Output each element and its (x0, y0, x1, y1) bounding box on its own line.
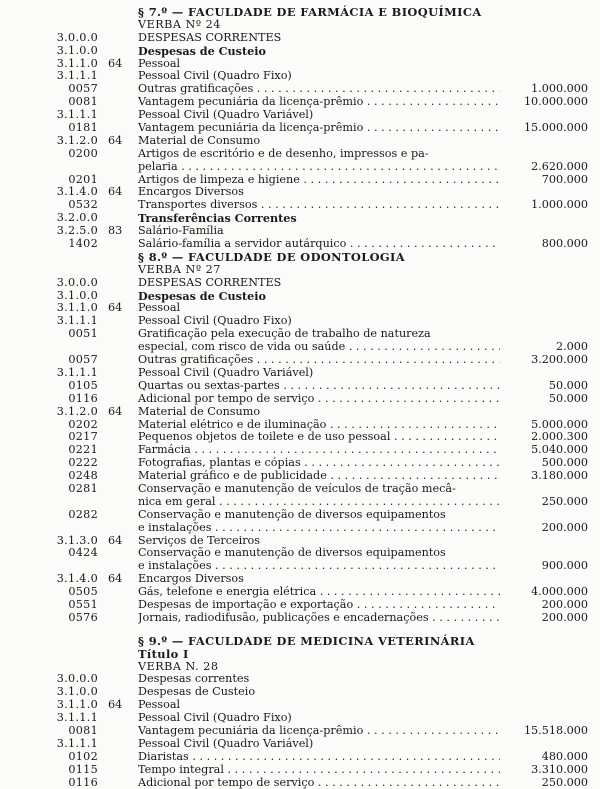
budget-subcode: 83 (108, 224, 123, 238)
budget-description: Farmácia . . . (138, 444, 500, 457)
budget-row (0, 725, 600, 738)
budget-description: pelaria . . . (138, 161, 500, 174)
budget-description: Pessoal Civil (Quadro Fixo) (138, 314, 292, 328)
budget-code: 3.1.0.0 (56, 288, 98, 302)
verba-row (0, 264, 600, 277)
budget-code: 0081 (68, 95, 98, 109)
budget-description: Pessoal Civil (Quadro Variável) (138, 736, 314, 750)
budget-description: Encargos Diversos (138, 185, 244, 199)
budget-code: 0281 (68, 481, 98, 495)
budget-row (0, 354, 600, 367)
budget-row (0, 612, 600, 625)
budget-code: 3.2.5.0 (56, 224, 98, 238)
budget-description: Transportes diversos . . . (138, 199, 500, 212)
budget-description: Conservação e manutenção de diversos equipamentos (138, 546, 446, 560)
budget-row (0, 328, 600, 341)
budget-description: Adicional por tempo de serviço . . . (138, 393, 500, 406)
budget-code: 3.0.0.0 (56, 275, 98, 289)
budget-code: 0116 (68, 391, 98, 405)
budget-code: 3.1.4.0 (56, 572, 98, 586)
budget-code: 0202 (68, 417, 98, 431)
budget-value: 1.000.000 (531, 82, 588, 96)
budget-code: 0248 (68, 469, 98, 483)
budget-code: 1402 (68, 237, 98, 251)
budget-row (0, 751, 600, 764)
budget-description: Outras gratificações . . . (138, 83, 500, 96)
budget-description: Despesas de Custeio (138, 685, 256, 699)
budget-value: 3.310.000 (531, 762, 588, 776)
budget-value: 3.200.000 (531, 353, 588, 367)
budget-description: Despesas correntes (138, 672, 250, 686)
verba-label: VERBA Nº 27 (138, 262, 221, 276)
budget-code: 0217 (68, 430, 98, 444)
budget-description: Conservação e manutenção de diversos equipamentos (138, 507, 446, 521)
budget-description: DESPESAS CORRENTES (138, 275, 282, 289)
budget-row (0, 277, 600, 290)
budget-subcode: 64 (108, 698, 123, 712)
budget-code: 3.1.0.0 (56, 685, 98, 699)
budget-value: 10.000.000 (523, 95, 588, 109)
budget-code: 0105 (68, 378, 98, 392)
budget-description: Pequenos objetos de toilete e de uso pessoal . . . (138, 431, 500, 444)
budget-description: Jornais, radiodifusão, publicações e encadernações . . . (138, 612, 500, 625)
budget-code: 0576 (68, 610, 98, 624)
budget-subcode: 64 (108, 572, 123, 586)
budget-description: Adicional por tempo de serviço . . . (138, 777, 500, 789)
budget-value: 800.000 (541, 237, 588, 251)
budget-description: Encargos Diversos (138, 572, 244, 586)
budget-code: 0532 (68, 198, 98, 212)
budget-description: Pessoal Civil (Quadro Variável) (138, 365, 314, 379)
budget-row (0, 45, 600, 58)
budget-description: nica em geral . . . (138, 496, 500, 509)
budget-value: 480.000 (541, 749, 588, 763)
budget-row (0, 135, 600, 148)
budget-code: 3.1.4.0 (56, 185, 98, 199)
budget-value: 700.000 (541, 172, 588, 186)
budget-value: 5.000.000 (531, 417, 588, 431)
verba-row (0, 19, 600, 32)
budget-code: 3.1.0.0 (56, 43, 98, 57)
budget-row (0, 483, 600, 496)
budget-description: Material de Consumo (138, 133, 261, 147)
budget-description: Pessoal Civil (Quadro Fixo) (138, 711, 292, 725)
budget-code: 3.1.3.0 (56, 533, 98, 547)
budget-subcode: 64 (108, 56, 123, 70)
budget-subcode: 64 (108, 185, 123, 199)
budget-code: 3.0.0.0 (56, 30, 98, 44)
budget-value: 5.040.000 (531, 443, 588, 457)
budget-description: Despesas de Custeio (138, 288, 266, 303)
budget-row (0, 496, 600, 509)
budget-code: 0424 (68, 546, 98, 560)
budget-description: Fotografias, plantas e cópias . . . (138, 457, 500, 470)
budget-description: Outras gratificações . . . (138, 354, 500, 367)
budget-subcode: 64 (108, 404, 123, 418)
budget-row (0, 777, 600, 789)
budget-code: 3.1.1.1 (56, 365, 98, 379)
budget-code: 3.1.1.1 (56, 69, 98, 83)
budget-value: 2.000.300 (531, 430, 588, 444)
budget-value: 250.000 (541, 494, 588, 508)
budget-description: Tempo integral . . . (138, 764, 500, 777)
budget-row (0, 738, 600, 751)
budget-code: 0102 (68, 749, 98, 763)
section-title-row (0, 251, 600, 264)
budget-row (0, 148, 600, 161)
budget-description: Salário-Família (138, 224, 224, 238)
budget-row (0, 380, 600, 393)
budget-description: DESPESAS CORRENTES (138, 30, 282, 44)
budget-description: e instalações . . . (138, 522, 500, 535)
budget-description: Material elétrico e de iluminação . . . (138, 419, 500, 432)
budget-value: 900.000 (541, 559, 588, 573)
budget-value: 1.000.000 (531, 198, 588, 212)
budget-description: e instalações . . . (138, 560, 500, 573)
budget-code: 3.0.0.0 (56, 672, 98, 686)
budget-subcode: 64 (108, 533, 123, 547)
budget-code: 3.1.1.1 (56, 108, 98, 122)
budget-code: 3.1.1.1 (56, 711, 98, 725)
budget-description: Material de Consumo (138, 404, 261, 418)
budget-description: Artigos de limpeza e higiene . . . (138, 174, 500, 187)
budget-description: Salário-família a servidor autárquico . . . (138, 238, 500, 251)
budget-description: Diaristas . . . (138, 751, 500, 764)
budget-description: Material gráfico e de publicidade . . . (138, 470, 500, 483)
budget-code: 0116 (68, 775, 98, 789)
budget-row (0, 393, 600, 406)
budget-value: 200.000 (541, 610, 588, 624)
budget-row (0, 238, 600, 251)
section-title-row (0, 635, 600, 648)
budget-value: 50.000 (548, 378, 588, 392)
budget-code: 0282 (68, 507, 98, 521)
budget-code: 0115 (68, 762, 98, 776)
budget-code: 0057 (68, 353, 98, 367)
budget-description: Despesas de importação e exportação . . . (138, 599, 500, 612)
budget-code: 3.1.1.1 (56, 736, 98, 750)
budget-row (0, 32, 600, 45)
budget-description: Vantagem pecuniária da licença-prêmio . . . (138, 725, 500, 738)
budget-code: 3.1.2.0 (56, 404, 98, 418)
budget-code: 0081 (68, 723, 98, 737)
budget-description: Pessoal (138, 301, 181, 315)
section-subtitle: Título I (138, 646, 189, 661)
budget-row (0, 367, 600, 380)
budget-code: 0221 (68, 443, 98, 457)
budget-value: 250.000 (541, 775, 588, 789)
budget-row (0, 406, 600, 419)
budget-description: Gratificação pela execução de trabalho de natureza (138, 327, 431, 341)
budget-description: Quartas ou sextas-partes . . . (138, 380, 500, 393)
budget-row (0, 509, 600, 522)
budget-description: Pessoal Civil (Quadro Fixo) (138, 69, 292, 83)
budget-description: especial, com risco de vida ou saúde . . . (138, 341, 500, 354)
section-title: § 9.º — FACULDADE DE MEDICINA VETERINÁRIA (138, 633, 475, 648)
budget-value: 15.518.000 (523, 723, 588, 737)
budget-row (0, 764, 600, 777)
budget-row (0, 161, 600, 174)
budget-code: 0551 (68, 597, 98, 611)
budget-code: 3.1.1.1 (56, 314, 98, 328)
budget-description: Pessoal (138, 56, 181, 70)
budget-value: 50.000 (548, 391, 588, 405)
budget-description: Pessoal Civil (Quadro Variável) (138, 108, 314, 122)
budget-code: 3.2.0.0 (56, 211, 98, 225)
budget-value: 15.000.000 (523, 121, 588, 135)
budget-value: 2.000 (555, 340, 588, 354)
budget-row (0, 522, 600, 535)
budget-code: 0200 (68, 146, 98, 160)
section-title: § 8.º — FACULDADE DE ODONTOLOGIA (138, 249, 406, 264)
budget-value: 200.000 (541, 597, 588, 611)
budget-code: 3.1.1.0 (56, 56, 98, 70)
budget-code: 3.1.2.0 (56, 133, 98, 147)
budget-description: Vantagem pecuniária da licença-prêmio . . . (138, 96, 500, 109)
section-title-row (0, 6, 600, 19)
budget-description: Conservação e manutenção de veículos de tração mecâ- (138, 481, 456, 495)
budget-description: Artigos de escritório e de desenho, impressos e pa- (138, 146, 429, 160)
budget-description: Pessoal (138, 698, 181, 712)
section-title: § 7.º — FACULDADE DE FARMÁCIA E BIOQUÍMICA (138, 5, 482, 19)
budget-code: 0505 (68, 585, 98, 599)
budget-value: 2.620.000 (531, 159, 588, 173)
budget-code: 0201 (68, 172, 98, 186)
budget-description: Transferências Correntes (138, 211, 297, 226)
budget-row (0, 122, 600, 135)
verba-label: VERBA N. 28 (138, 659, 219, 673)
budget-code: 0181 (68, 121, 98, 135)
budget-description: Despesas de Custeio (138, 43, 266, 58)
budget-code: 0057 (68, 82, 98, 96)
budget-row (0, 599, 600, 612)
budget-document (0, 6, 600, 789)
budget-code: 0051 (68, 327, 98, 341)
budget-value: 4.000.000 (531, 585, 588, 599)
budget-description: Gás, telefone e energia elétrica . . . (138, 586, 500, 599)
section-subtitle-row (0, 648, 600, 661)
budget-description: Vantagem pecuniária da licença-prêmio . . . (138, 122, 500, 135)
budget-value: 200.000 (541, 520, 588, 534)
verba-label: VERBA Nº 24 (138, 17, 221, 31)
budget-value: 3.180.000 (531, 469, 588, 483)
budget-code: 3.1.1.0 (56, 698, 98, 712)
budget-value: 500.000 (541, 456, 588, 470)
budget-subcode: 64 (108, 133, 123, 147)
budget-row (0, 547, 600, 560)
budget-description: Serviços de Terceiros (138, 533, 261, 547)
budget-code: 0222 (68, 456, 98, 470)
budget-code: 3.1.1.0 (56, 301, 98, 315)
budget-subcode: 64 (108, 301, 123, 315)
